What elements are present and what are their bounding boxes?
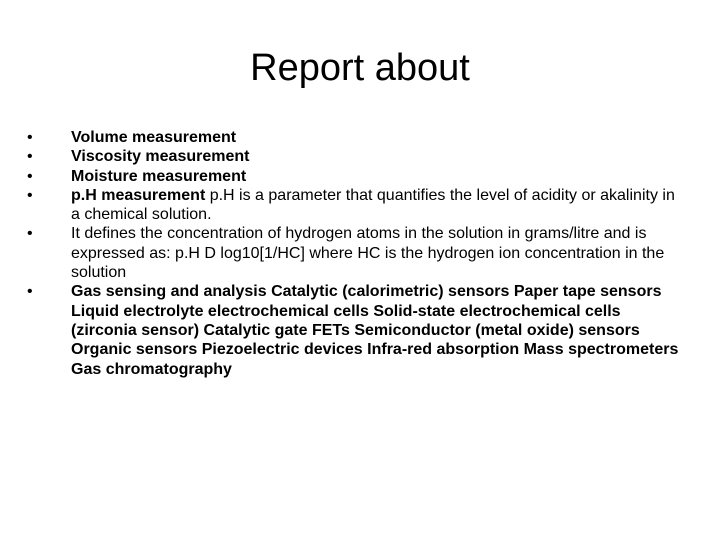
bullet-text-bold: Viscosity measurement: [71, 148, 250, 166]
bullet-item-viscosity: [27, 147, 687, 166]
bullet-icon: •: [27, 129, 33, 146]
bullet-text-bold: Gas sensing and analysis Catalytic (calorimetric) sensors Paper tape sensors Liquid electrolyte electrochemical cells Solid-state electrochemical cells (zirconia sensor) Catalytic gate FETs Semiconductor (metal oxide) sensors Organic sensors Piezoelectric devices Infra-red absorption Mass spectrometers Gas chromatography: [71, 283, 679, 378]
bullet-icon: •: [27, 225, 33, 243]
bullet-text: It defines the concentration of hydrogen atoms in the solution in grams/litre and is expressed as: p.H D log10[1/HC] where HC is the hydrogen ion concentration in the solution: [71, 225, 665, 282]
bullet-item-gas-sensing: [27, 282, 687, 378]
bullet-icon: •: [27, 167, 33, 185]
bullet-text-bold: Volume measurement: [71, 129, 237, 146]
bullet-item-ph-definition: [27, 224, 687, 282]
slide-title: Report about: [250, 47, 470, 89]
bullet-item-ph: [27, 186, 687, 225]
bullet-icon: •: [27, 148, 33, 166]
bullet-list: [27, 128, 687, 379]
bullet-icon: •: [27, 186, 33, 204]
bullet-text-bold: Moisture measurement: [71, 167, 247, 185]
bullet-icon: •: [27, 283, 33, 301]
bullet-text-bold: p.H measurement: [71, 186, 206, 204]
bullet-item-moisture: [27, 167, 687, 186]
bullet-item-volume: [27, 128, 687, 147]
bullet-text: p.H is a parameter that quantifies the level of acidity or akalinity in a chemical solution.: [71, 186, 675, 224]
